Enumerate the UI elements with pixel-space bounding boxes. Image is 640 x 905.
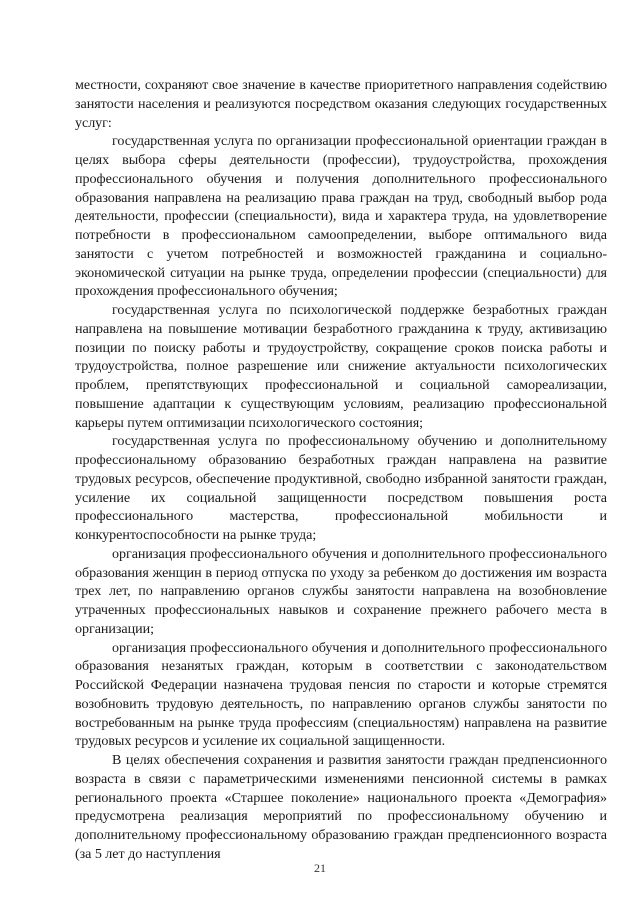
page-number: 21 (314, 861, 326, 875)
paragraph-psychological-support: государственная услуга по психологической поддержке безработных граждан направлена на повышение мотивации безработного гражданина к труду, активизацию позиции по поиску работы и трудоустройству, сокращение сроков поиска работы и трудоустройства, полное разрешение или снижение актуальности психологических проблем, препятствующих профессиональной и социальной самореализации, повышение адаптации к существующим условиям, реализацию профессиональной карьеры путем оптимизации психологического состояния; (75, 302, 607, 431)
paragraph-professional-training: государственная услуга по профессиональному обучению и дополнительному профессиональному образованию безработных граждан направлена на развитие трудовых ресурсов, обеспечение продуктивной, свободно избранной занятости граждан, усиление их социальной защищенности посредством повышения роста профессионального мастерства, профессиональной мобильности и конкурентоспособности на рынке труда; (75, 433, 607, 543)
paragraph-intro-continuation: местности, сохраняют свое значение в качестве приоритетного направления содействию занятости населения и реализуются посредством оказания следующих государственных услуг: (75, 77, 607, 131)
paragraph-pensioners-training: организация профессионального обучения и дополнительного профессионального образования незанятых граждан, которым в соответствии с законодательством Российской Федерации назначена трудовая пенсия по старости и которые стремятся возобновить трудовую деятельность, по направлению органов службы занятости по востребованным на рынке труда профессиям (специальностям) направлена на развитие трудовых ресурсов и усиление их социальной защищенности. (75, 639, 607, 750)
paragraph-women-parental-leave: организация профессионального обучения и дополнительного профессионального образования женщин в период отпуска по уходу за ребенком до достижения им возраста трех лет, по направлению органов службы занятости направлена на возобновление утраченных профессиональных навыков и сохранение прежнего рабочего места в организации; (75, 545, 607, 637)
document-body (75, 76, 607, 864)
paragraph-pre-retirement-project: В целях обеспечения сохранения и развития занятости граждан предпенсионного возраста в связи с параметрическими изменениями пенсионной системы в рамках регионального проекта «Старшее поколение» национального проекта «Демография» предусмотрена реализация мероприятий по профессиональному обучению и дополнительному профессиональному образованию граждан предпенсионного возраста (за 5 лет до наступления (75, 752, 607, 862)
paragraph-career-guidance: государственная услуга по организации профессиональной ориентации граждан в целях выбора сферы деятельности (профессии), трудоустройства, прохождения профессионального обучения и получения дополнительного профессионального образования направлена на реализацию права граждан на труд, свободный выбор рода деятельности, профессии (специальности), вида и характера труда, на удовлетворение потребности в профессиональном самоопределении, выборе оптимального вида занятости с учетом потребностей и возможностей гражданина и социально-экономической ситуации на рынке труда, определении профессии (специальности) для прохождения профессионального обучения; (75, 133, 607, 300)
